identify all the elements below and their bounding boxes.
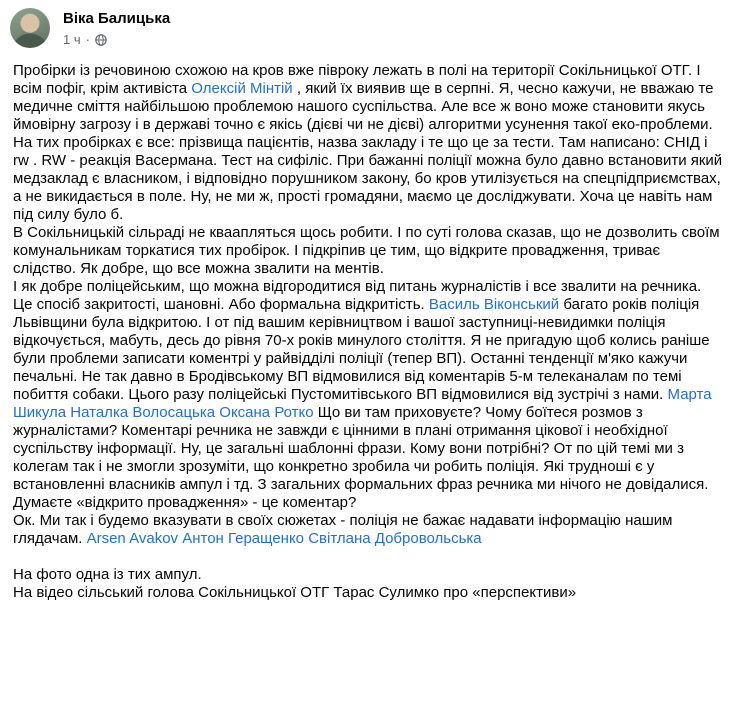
- paragraph-gap: [13, 548, 723, 566]
- author-name[interactable]: Віка Балицька: [63, 10, 171, 27]
- paragraph-text: В Сокільницькій сільраді не кваапляться щось робити. І по суті голова сказав, що не дозволить своїм комунальникам торкатися тих пробірок. І підкріпив це тим, що відкрите провадження, триває слідство. Як добре, що все можна звалити на ментів.: [13, 224, 720, 277]
- post-paragraph: [13, 512, 723, 548]
- mention-link[interactable]: Оксана Ротко: [219, 404, 314, 421]
- post-paragraph: [13, 566, 723, 584]
- globe-icon[interactable]: [95, 34, 107, 46]
- paragraph-text: Що ви там приховуєте? Чому боїтеся розмов з журналістами? Коментарі речника не завжди є цінними в плані отримання цікової і необхідної суспільству інформації. Ну, це загальні шаблонні фрази. Кому вони потрібні? От по цій темі ми з колегам так і не змогли зрозуміти, що конкретно зробила чи робить поліція. Які трудноші є у встановленні власників ампул і тд. З загальних формальних фраз речника ми нічого не довідалися. Думаєте «відкрито провадження» - це коментар?: [13, 404, 709, 511]
- mention-link[interactable]: Марта Шикула: [13, 386, 712, 421]
- mention-link[interactable]: Антон Геращенко: [182, 530, 305, 547]
- mention-link[interactable]: Arsen Avakov: [86, 530, 179, 547]
- mention-link[interactable]: Світлана Добровольська: [308, 530, 482, 547]
- mention-link[interactable]: Олексій Мінтій: [191, 80, 293, 97]
- paragraph-text: Пробірки із речовиною схожою на кров вже півроку лежать в полі на території Сокільницької ОТГ. І всім пофіг, крім активіста: [13, 62, 701, 97]
- post-paragraph: [13, 584, 723, 602]
- post-text: [13, 62, 723, 602]
- mention-link[interactable]: Василь Віконський: [428, 296, 560, 313]
- author-avatar[interactable]: [10, 8, 50, 48]
- paragraph-text: І як добре поліцейським, що можна відгородитися від питань журналістів і все звалити на речника. Це спосіб закритості, шановні. Або формальна відкритість.: [13, 278, 702, 313]
- post-meta: [63, 32, 107, 47]
- paragraph-text: На фото одна із тих ампул.: [13, 566, 202, 583]
- paragraph-text: , який їх виявив ще в серпні. Я, чесно кажучи, не вважаю те медичне сміття найбільшою проблемою нашого суспільства. Але все ж воно може становити якусь ймовірну загрозу і в державі точно є якісь (дієві чи не дієві) алгоритми усунення такої еко-проблеми. На тих пробірках є все: прізвища пацієнтів, назва закладу і те що це за тести. Там написано: СНІД і rw . RW - реакція Васермана. Тест на сифіліс. При бажанні поліції можна було давно встановити який медзаклад є власником, і відповідно порушником закону, бо кров утилізується на спецпідприємствах, а не викидається в поле. Ну, не ми ж, прості громадяни, маємо це досліджувати. Хоча це навіть нам під силу було б.: [13, 80, 723, 223]
- post-paragraph: [13, 278, 723, 512]
- meta-separator: ·: [85, 32, 90, 47]
- paragraph-text: На відео сільський голова Сокільницької ОТГ Тарас Сулимко про «перспективи»: [13, 584, 577, 601]
- paragraph-text: Ок. Ми так і будемо вказувати в своїх сюжетах - поліція не бажає надавати інформацію нашим глядачам.: [13, 512, 673, 547]
- mention-link[interactable]: Наталка Волосацька: [70, 404, 216, 421]
- post-paragraph: [13, 62, 723, 224]
- paragraph-text: багато років поліція Львівщини була відкритою. І от під вашим керівництвом і вашої заступниці-невидимки поліція відкочується, мабуть, десь до рівня 70-х років минулого століття. Я не пригадую щоб колись раніше були проблеми записати коментрі у райвідділі поліції (тепер ВП). Останні тенденції м'яко кажучи печальні. Не так давно в Бродівському ВП відмовилися від коментарів 5-м телеканалам по темі побиття собаки. Цього разу поліцейські Пустомитівського ВП відмовилися від зустрічі з нами.: [13, 296, 710, 403]
- post-paragraph: [13, 224, 723, 278]
- post-timestamp[interactable]: 1 ч: [63, 32, 81, 47]
